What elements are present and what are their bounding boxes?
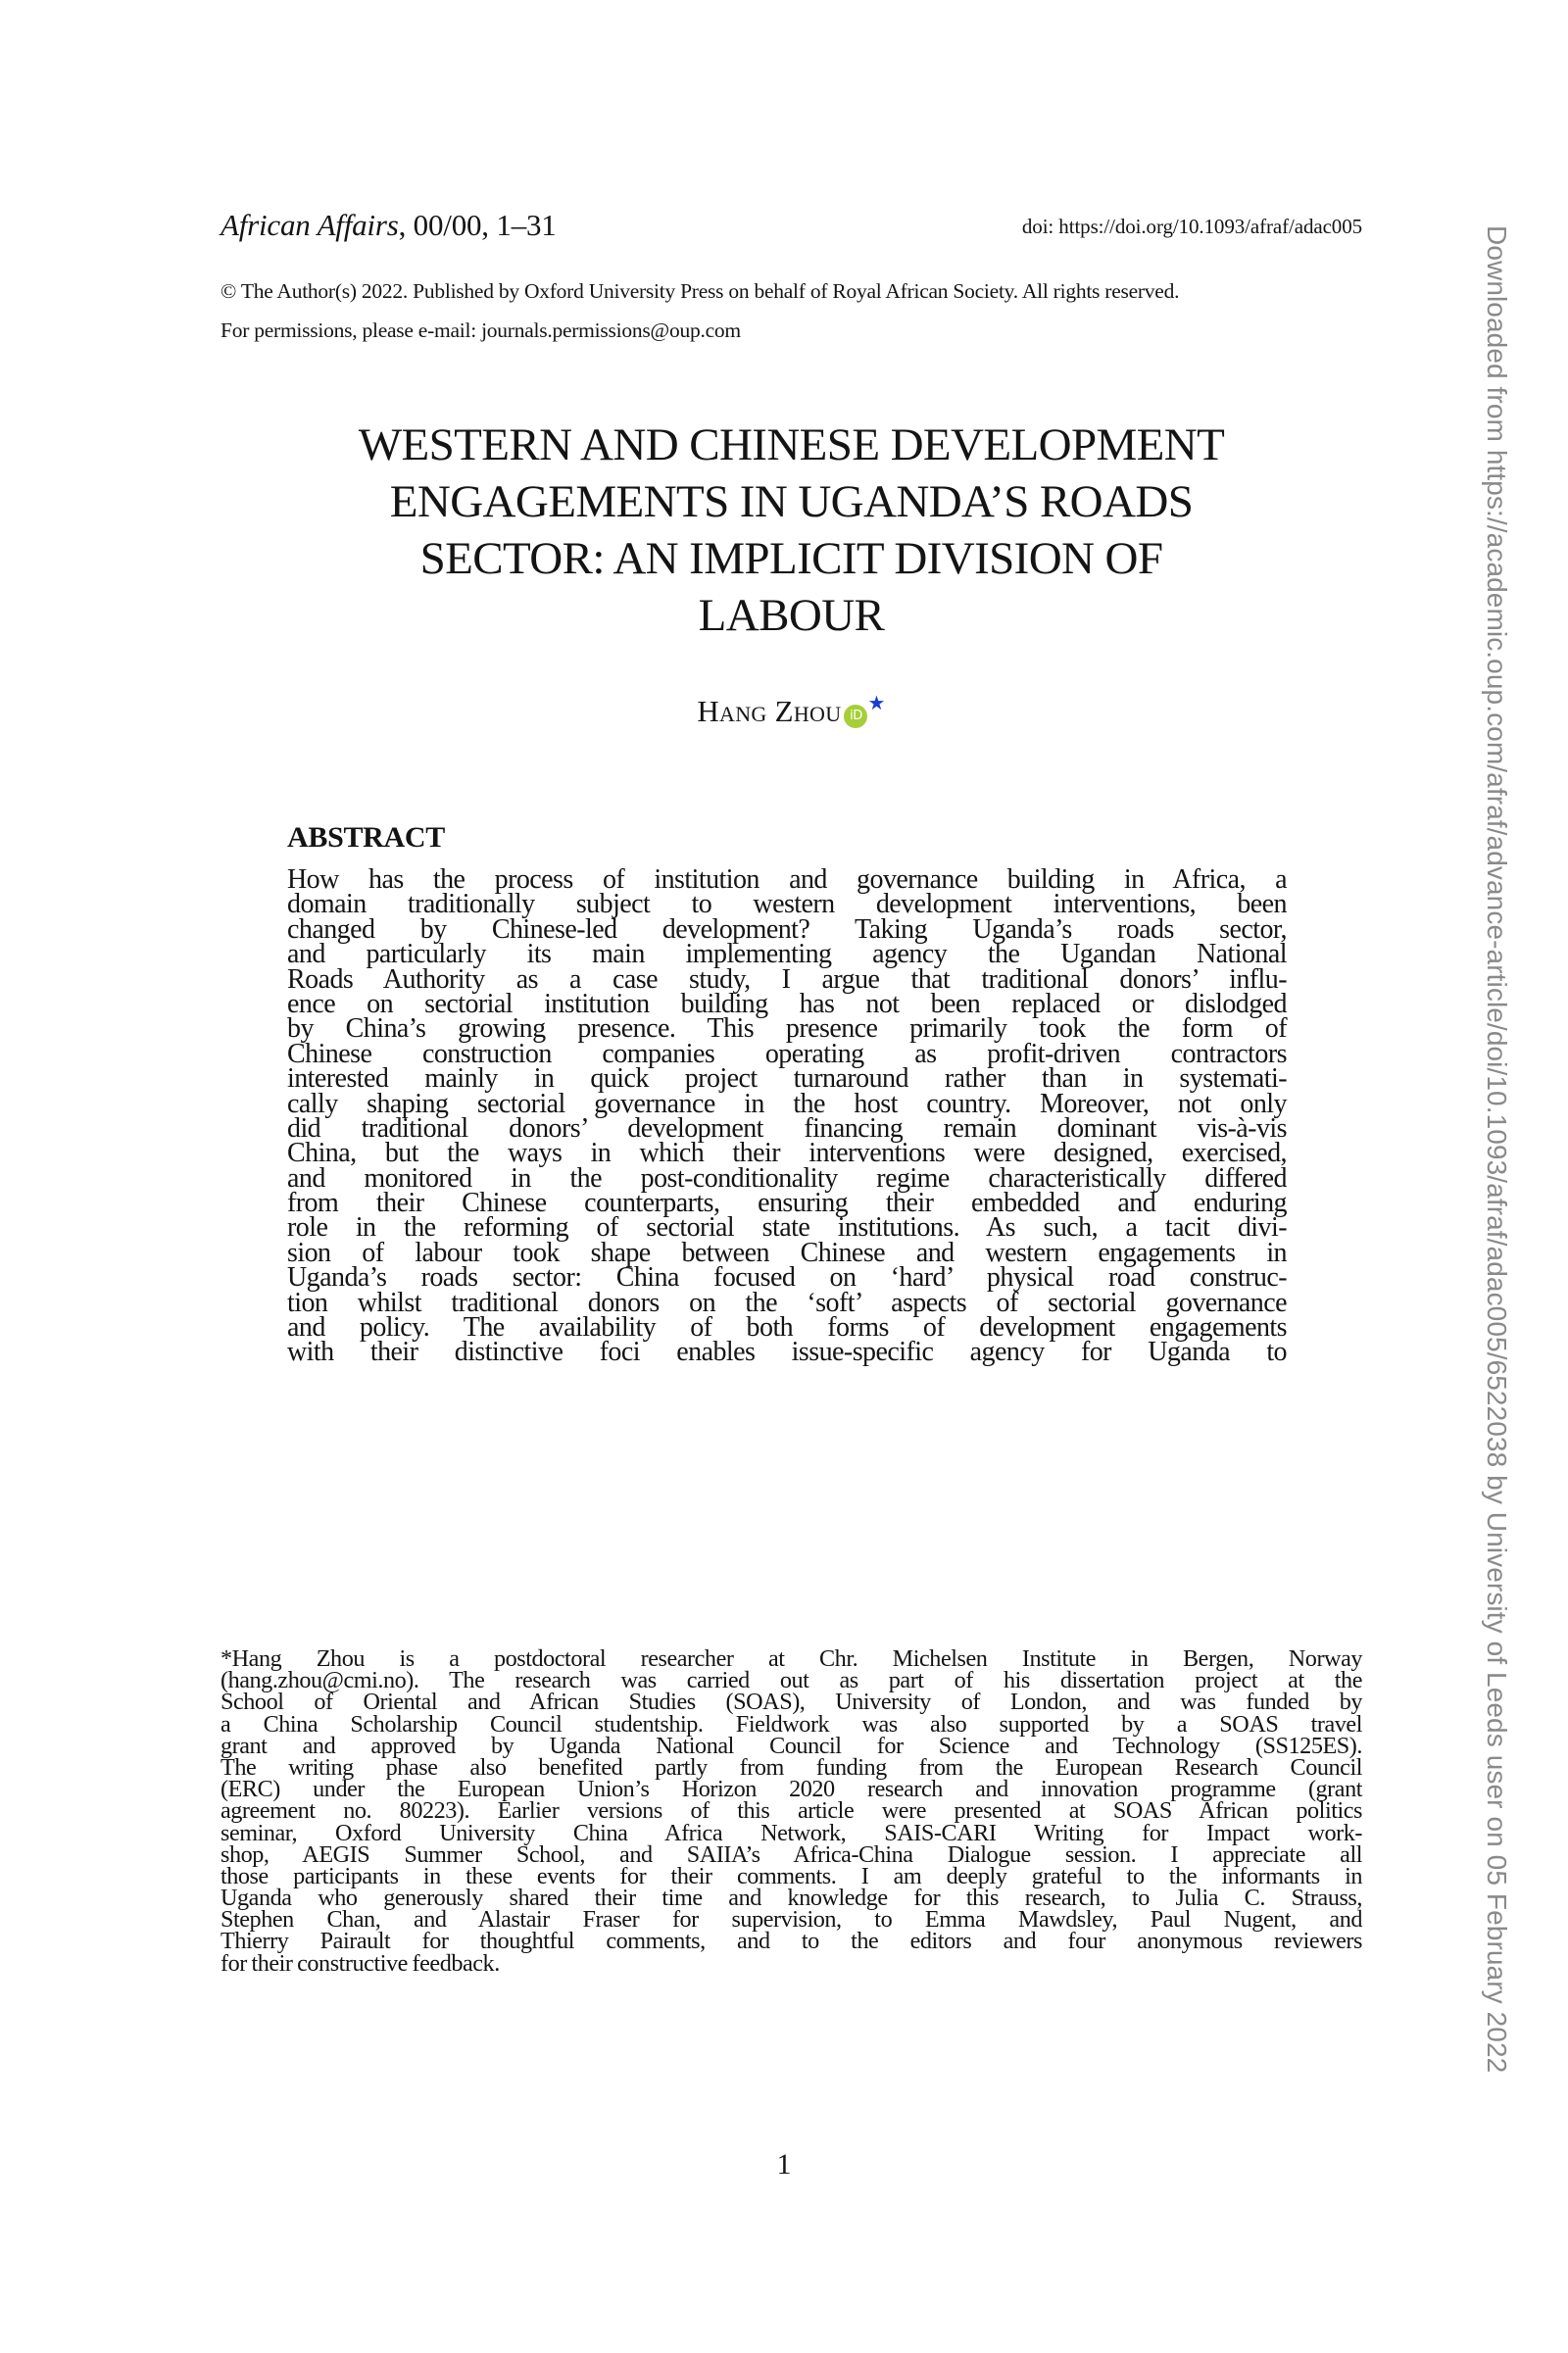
abstract-line: domain traditionally subject to western development interventions, been	[287, 889, 1287, 920]
copyright-block	[220, 271, 1362, 350]
footnote-line: shop, AEGIS Summer School, and SAIIA’s Africa-China Dialogue session. I appreciate all	[220, 1840, 1362, 1868]
footnote-line: seminar, Oxford University China Africa Network, SAIS-CARI Writing for Impact work-	[220, 1819, 1362, 1846]
abstract-line: and monitored in the post-conditionality regime characteristically differed	[287, 1162, 1287, 1194]
footnote-line: a China Scholarship Council studentship. Fieldwork was also supported by a SOAS travel	[220, 1710, 1362, 1738]
article-title	[220, 417, 1362, 644]
footnote-line: Uganda who generously shared their time and knowledge for this research, to Julia C. Strauss,	[220, 1885, 1362, 1912]
abstract-line: with their distinctive foci enables issue-specific agency for Uganda to	[287, 1337, 1287, 1368]
permissions-notice: For permissions, please e-mail: journals.permissions@oup.com	[220, 319, 741, 342]
doi-link[interactable]: doi: https://doi.org/10.1093/afraf/adac005	[1021, 215, 1362, 238]
abstract-heading: ABSTRACT	[287, 821, 445, 854]
footnote-line: those participants in these events for their comments. I am deeply grateful to the informants in	[220, 1862, 1362, 1889]
abstract-line: and policy. The availability of both forms of development engagements	[287, 1312, 1287, 1344]
abstract-line: from their Chinese counterparts, ensuring their embedded and enduring	[287, 1188, 1287, 1219]
abstract-line: did traditional donors’ development financing remain dominant vis-à-vis	[287, 1112, 1287, 1144]
footnote-star-icon[interactable]: ★	[867, 691, 886, 714]
download-watermark: Downloaded from https://academic.oup.com/afraf/advance-article/doi/10.1093/afraf/adac005/6522038 by University of Leeds user on 05 February 2022	[1482, 225, 1512, 2074]
abstract-line: by China’s growing presence. This presence primarily took the form of	[287, 1013, 1287, 1045]
abstract-line: Uganda’s roads sector: China focused on ‘hard’ physical road construc-	[287, 1262, 1287, 1294]
abstract-line: Chinese construction companies operating as profit-driven contractors	[287, 1038, 1287, 1069]
footnote-line: (ERC) under the European Union’s Horizon 2020 research and innovation programme (grant	[220, 1776, 1362, 1803]
abstract-line: and particularly its main implementing agency the Ugandan National	[287, 939, 1287, 970]
journal-citation	[220, 208, 557, 243]
copyright-notice: © The Author(s) 2022. Published by Oxford University Press on behalf of Royal African Society. All rights reserved.	[220, 279, 1180, 303]
orcid-icon[interactable]: iD	[844, 705, 867, 728]
abstract-line: How has the process of institution and governance building in Africa, a	[287, 864, 1287, 895]
footnote-line: Stephen Chan, and Alastair Fraser for supervision, to Emma Mawdsley, Paul Nugent, and	[220, 1906, 1362, 1934]
page-number: 1	[776, 2148, 792, 2181]
abstract-line: interested mainly in quick project turnaround rather than in systemati-	[287, 1063, 1287, 1095]
footnote-line: Thierry Pairault for thoughtful comments, and to the editors and four anonymous reviewers	[220, 1928, 1362, 1955]
footnote-line: (hang.zhou@cmi.no). The research was carried out as part of his dissertation project at the	[220, 1667, 1362, 1694]
author-line	[220, 691, 1362, 729]
journal-volume-pages: , 00/00, 1–31	[398, 208, 557, 242]
title-line: WESTERN AND CHINESE DEVELOPMENT	[358, 419, 1225, 470]
abstract-line: sion of labour took shape between Chinese and western engagements in	[287, 1237, 1287, 1268]
footnote-line: The writing phase also benefited partly from funding from the European Research Council	[220, 1753, 1362, 1781]
footnote-line: grant and approved by Uganda National Council for Science and Technology (SS125ES).	[220, 1732, 1362, 1759]
abstract-line: ence on sectorial institution building has not been replaced or dislodged	[287, 988, 1287, 1019]
abstract-body	[287, 864, 1287, 1368]
author-footnote	[220, 1645, 1362, 1977]
title-line: ENGAGEMENTS IN UGANDA’S ROADS	[389, 476, 1194, 527]
abstract-line: role in the reforming of sectorial state institutions. As such, a tacit divi-	[287, 1212, 1287, 1244]
title-line: SECTOR: AN IMPLICIT DIVISION OF	[419, 533, 1163, 584]
abstract-line: changed by Chinese-led development? Taking Uganda’s roads sector,	[287, 913, 1287, 945]
journal-header	[220, 208, 1362, 247]
abstract-line: China, but the ways in which their interventions were designed, exercised,	[287, 1138, 1287, 1169]
journal-name: African Affairs	[220, 208, 399, 242]
footnote-line: School of Oriental and African Studies (SOAS), University of London, and was funded by	[220, 1689, 1362, 1716]
title-line: LABOUR	[698, 590, 885, 641]
abstract-line: cally shaping sectorial governance in the host country. Moreover, not only	[287, 1088, 1287, 1119]
footnote-line: for their constructive feedback.	[220, 1949, 500, 1977]
footnote-line: agreement no. 80223). Earlier versions of this article were presented at SOAS African politics	[220, 1797, 1362, 1825]
abstract-line: tion whilst traditional donors on the ‘soft’ aspects of sectorial governance	[287, 1287, 1287, 1318]
abstract-line: Roads Authority as a case study, I argue that traditional donors’ influ-	[287, 963, 1287, 995]
footnote-line: *Hang Zhou is a postdoctoral researcher at Chr. Michelsen Institute in Bergen, Norway	[220, 1645, 1362, 1672]
author-name[interactable]: Hang Zhou	[697, 694, 842, 728]
